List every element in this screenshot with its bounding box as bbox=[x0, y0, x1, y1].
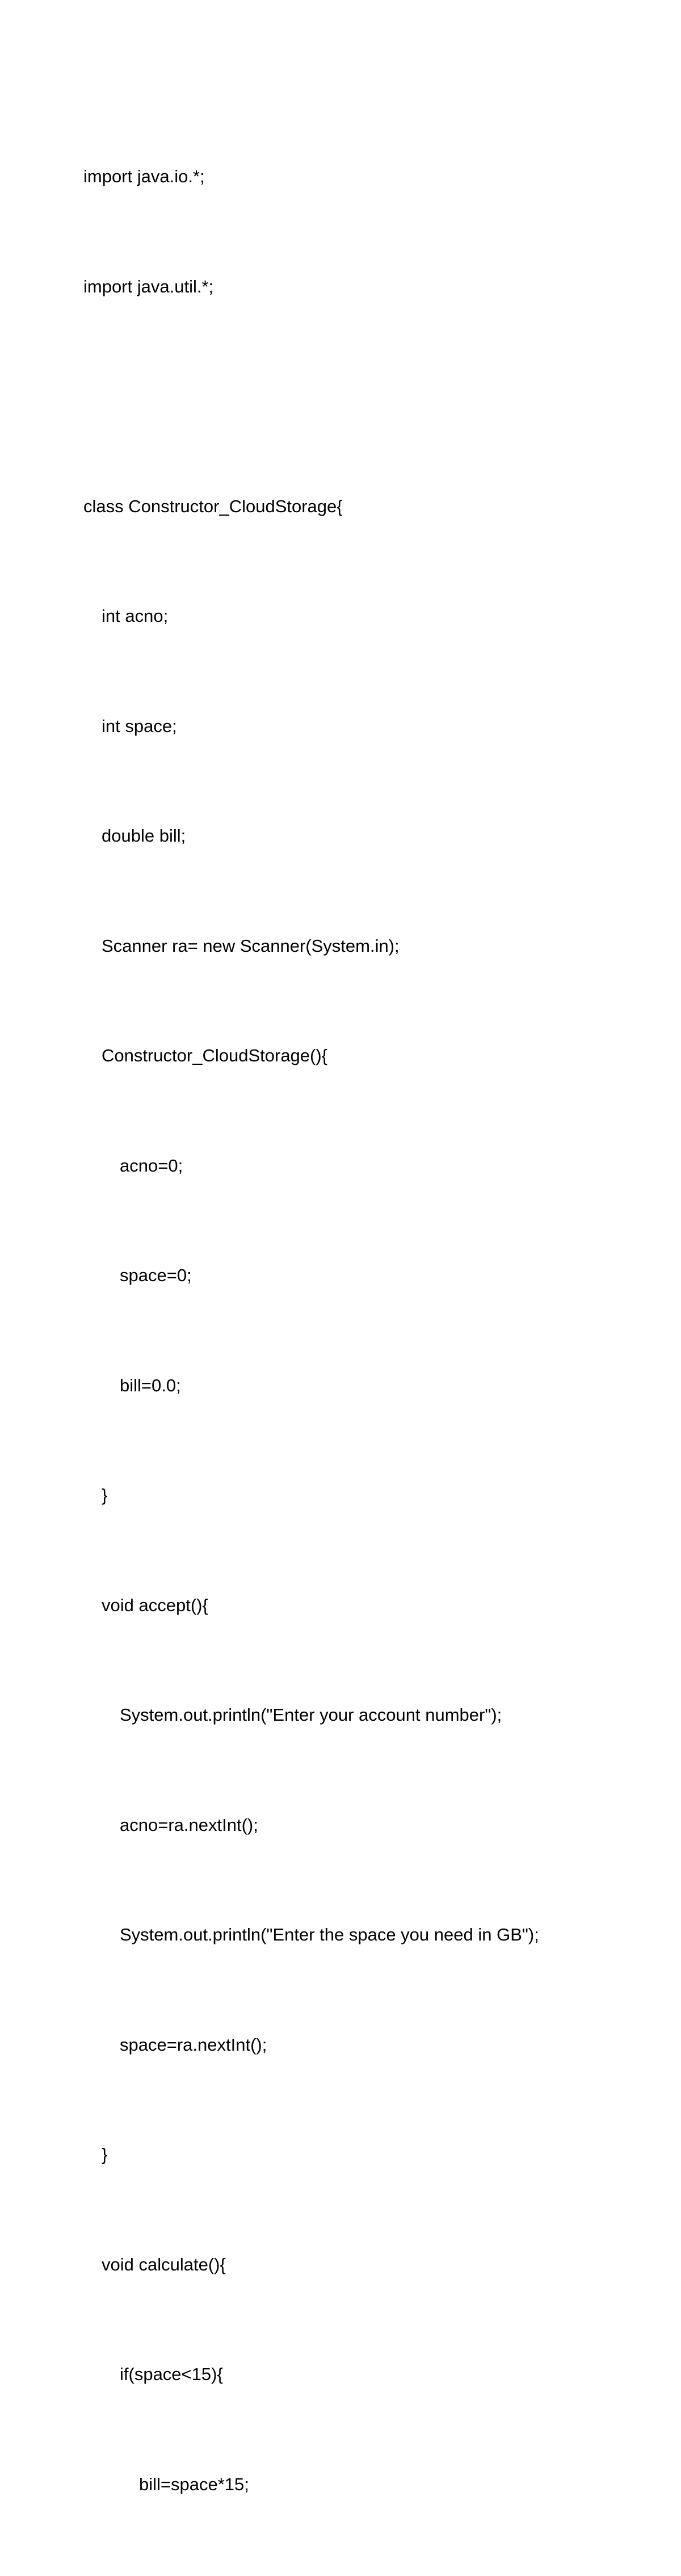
code-line-if-condition: if(space<15){ bbox=[120, 2364, 223, 2384]
code-line-field-bill: double bill; bbox=[102, 826, 186, 846]
code-line-read-space: space=ra.nextInt(); bbox=[120, 2034, 267, 2055]
code-line-read-acno: acno=ra.nextInt(); bbox=[120, 1814, 258, 1835]
code-line-print-account: System.out.println("Enter your account number"); bbox=[120, 1705, 502, 1725]
code-line-class-declaration: class Constructor_CloudStorage{ bbox=[83, 496, 343, 516]
code-line-field-acno: int acno; bbox=[102, 606, 169, 626]
code-line-init-bill: bill=0.0; bbox=[120, 1375, 181, 1395]
code-line-field-space: int space; bbox=[102, 716, 177, 736]
code-line-blank bbox=[83, 378, 539, 415]
code-line-constructor: Constructor_CloudStorage(){ bbox=[102, 1046, 328, 1065]
code-line-import-io: import java.io.*; bbox=[83, 166, 205, 186]
code-line-accept-method: void accept(){ bbox=[102, 1595, 208, 1615]
code-listing bbox=[83, 85, 539, 2576]
code-line-close-brace: } bbox=[102, 2144, 108, 2164]
code-line-close-brace: } bbox=[102, 1485, 108, 1505]
code-line-calculate-method: void calculate(){ bbox=[102, 2254, 226, 2274]
code-line-scanner: Scanner ra= new Scanner(System.in); bbox=[102, 935, 400, 956]
code-line-print-space: System.out.println("Enter the space you need in GB"); bbox=[120, 1925, 539, 1944]
code-line-init-space: space=0; bbox=[120, 1265, 192, 1285]
code-line-bill-assignment: bill=space*15; bbox=[139, 2474, 249, 2494]
code-line-import-util: import java.util.*; bbox=[83, 276, 214, 296]
code-line-init-acno: acno=0; bbox=[120, 1155, 183, 1176]
